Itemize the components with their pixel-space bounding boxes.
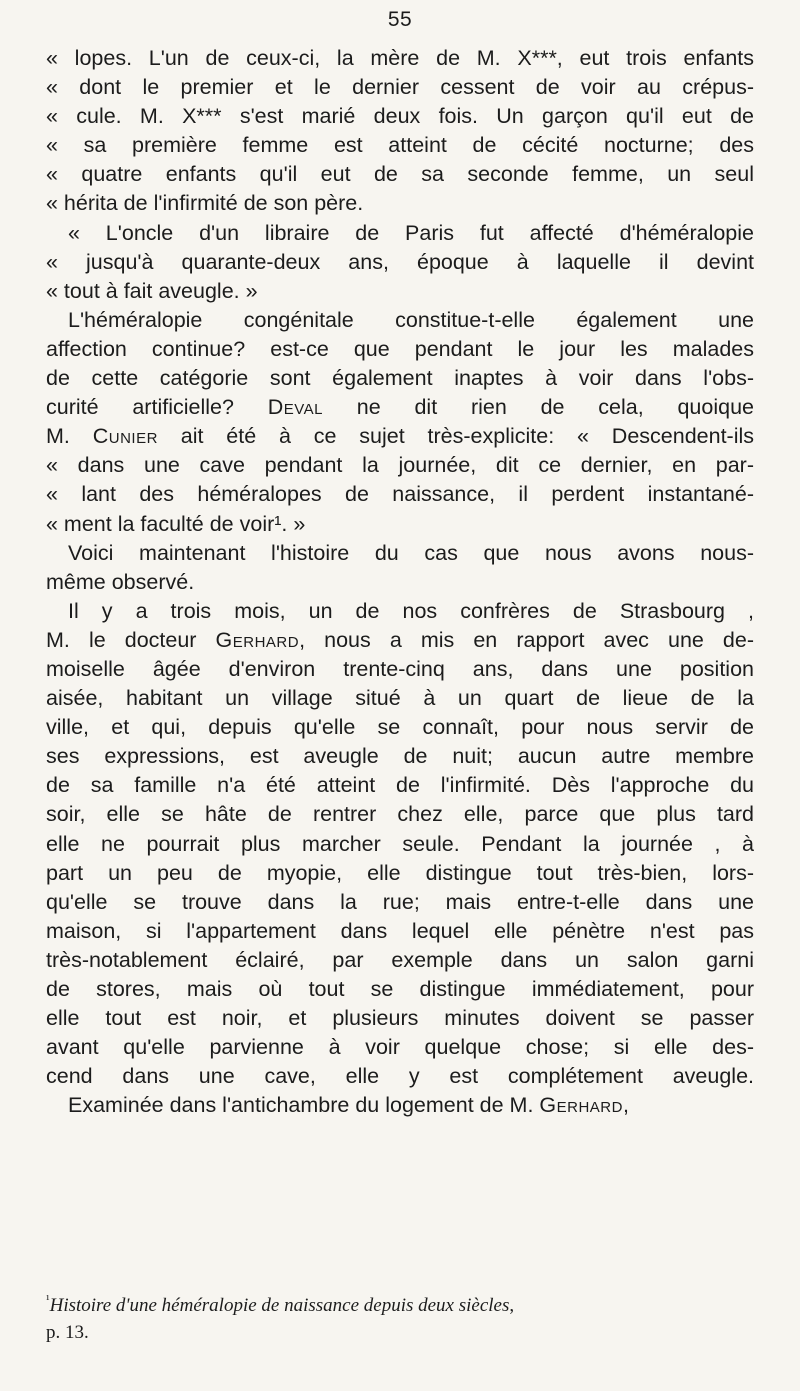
text-line: cend dans une cave, elle y est complétement aveugle. xyxy=(46,1064,754,1089)
footnote-title: Histoire d'une héméralopie de naissance depuis deux siècles xyxy=(49,1295,510,1316)
paragraph-start-line: Il y a trois mois, un de nos confrères de Strasbourg , xyxy=(68,598,754,623)
text-line: « lant des héméralopes de naissance, il perdent instantané- xyxy=(46,482,754,507)
text-line: « dans une cave pendant la journée, dit ce dernier, en par- xyxy=(46,453,754,478)
text-line: soir, elle se hâte de rentrer chez elle, parce que plus tard xyxy=(46,802,754,827)
text-line: maison, si l'appartement dans lequel elle pénètre n'est pas xyxy=(46,918,754,943)
text-line: affection continue? est-ce que pendant le jour les malades xyxy=(46,336,754,361)
footnote-line xyxy=(46,1292,754,1319)
text-line: « sa première femme est atteint de cécité nocturne; des xyxy=(46,133,754,158)
footnote xyxy=(46,1292,754,1346)
text-line: très-notablement éclairé, par exemple dans un salon garni xyxy=(46,947,754,972)
text-line: part un peu de myopie, elle distingue tout très-bien, lors- xyxy=(46,860,754,885)
author-name: Gerhard xyxy=(215,627,300,652)
footnote-page-ref: p. 13. xyxy=(46,1322,89,1343)
paragraph-start-line: L'héméralopie congénitale constitue-t-elle également une xyxy=(68,307,754,332)
text-line: « cule. M. X*** s'est marié deux fois. Un garçon qu'il eut de xyxy=(46,104,754,129)
text-line: « quatre enfants qu'il eut de sa seconde femme, un seul xyxy=(46,162,754,187)
author-name: Gerhard xyxy=(539,1093,623,1118)
author-name: Cunier xyxy=(92,424,158,449)
text-line: « lopes. L'un de ceux-ci, la mère de M. X***, eut trois enfants xyxy=(46,46,754,70)
text-line: elle ne pourrait plus marcher seule. Pendant la journée , à xyxy=(46,831,754,856)
body-text xyxy=(46,44,754,1120)
author-name: Deval xyxy=(267,395,323,420)
text-line: avant qu'elle parvienne à voir quelque chose; si elle des- xyxy=(46,1035,754,1060)
text-line: « dont le premier et le dernier cessent de voir au crépus- xyxy=(46,75,754,100)
text-line: ses expressions, est aveugle de nuit; aucun autre membre xyxy=(46,744,754,769)
text-line: « jusqu'à quarante-deux ans, époque à laquelle il devint xyxy=(46,249,754,274)
text-line: de cette catégorie sont également inaptes à voir dans l'obs- xyxy=(46,366,754,391)
footnote-punctuation: , xyxy=(509,1295,515,1316)
text-line: de stores, mais où tout se distingue immédiatement, pour xyxy=(46,977,754,1001)
text-line: « hérita de l'infirmité de son père. xyxy=(46,191,364,216)
text-line: curité artificielle? Deval ne dit rien de cela, quoique xyxy=(46,395,754,420)
text-line: qu'elle se trouve dans la rue; mais entre-t-elle dans une xyxy=(46,889,754,914)
text-line: de sa famille n'a été atteint de l'infirmité. Dès l'approche du xyxy=(46,773,754,798)
text-line: moiselle âgée d'environ trente-cinq ans, dans une position xyxy=(46,656,754,681)
text-line: M. Cunier ait été à ce sujet très-explicite: « Descendent-ils xyxy=(46,424,754,449)
text-line: elle tout est noir, et plusieurs minutes doivent se passer xyxy=(46,1006,754,1031)
text-line: « L'oncle d'un libraire de Paris fut affecté d'héméralopie xyxy=(68,220,754,245)
text-line: même observé. xyxy=(46,569,195,594)
text-line: ville, et qui, depuis qu'elle se connaît, pour nous servir de xyxy=(46,715,754,740)
footnote-marker: ¹ xyxy=(46,1292,50,1307)
paragraph-start-line: Voici maintenant l'histoire du cas que nous avons nous- xyxy=(68,540,754,565)
paragraph-start-line: Examinée dans l'antichambre du logement de M. Gerhard, xyxy=(68,1093,629,1118)
page-number: 55 xyxy=(387,8,413,31)
text-line: aisée, habitant un village situé à un quart de lieue de la xyxy=(46,686,754,711)
text-line: « tout à fait aveugle. » xyxy=(46,278,258,303)
text-line: M. le docteur Gerhard, nous a mis en rapport avec une de- xyxy=(46,627,754,652)
text-line: « ment la faculté de voir¹. » xyxy=(46,511,306,536)
